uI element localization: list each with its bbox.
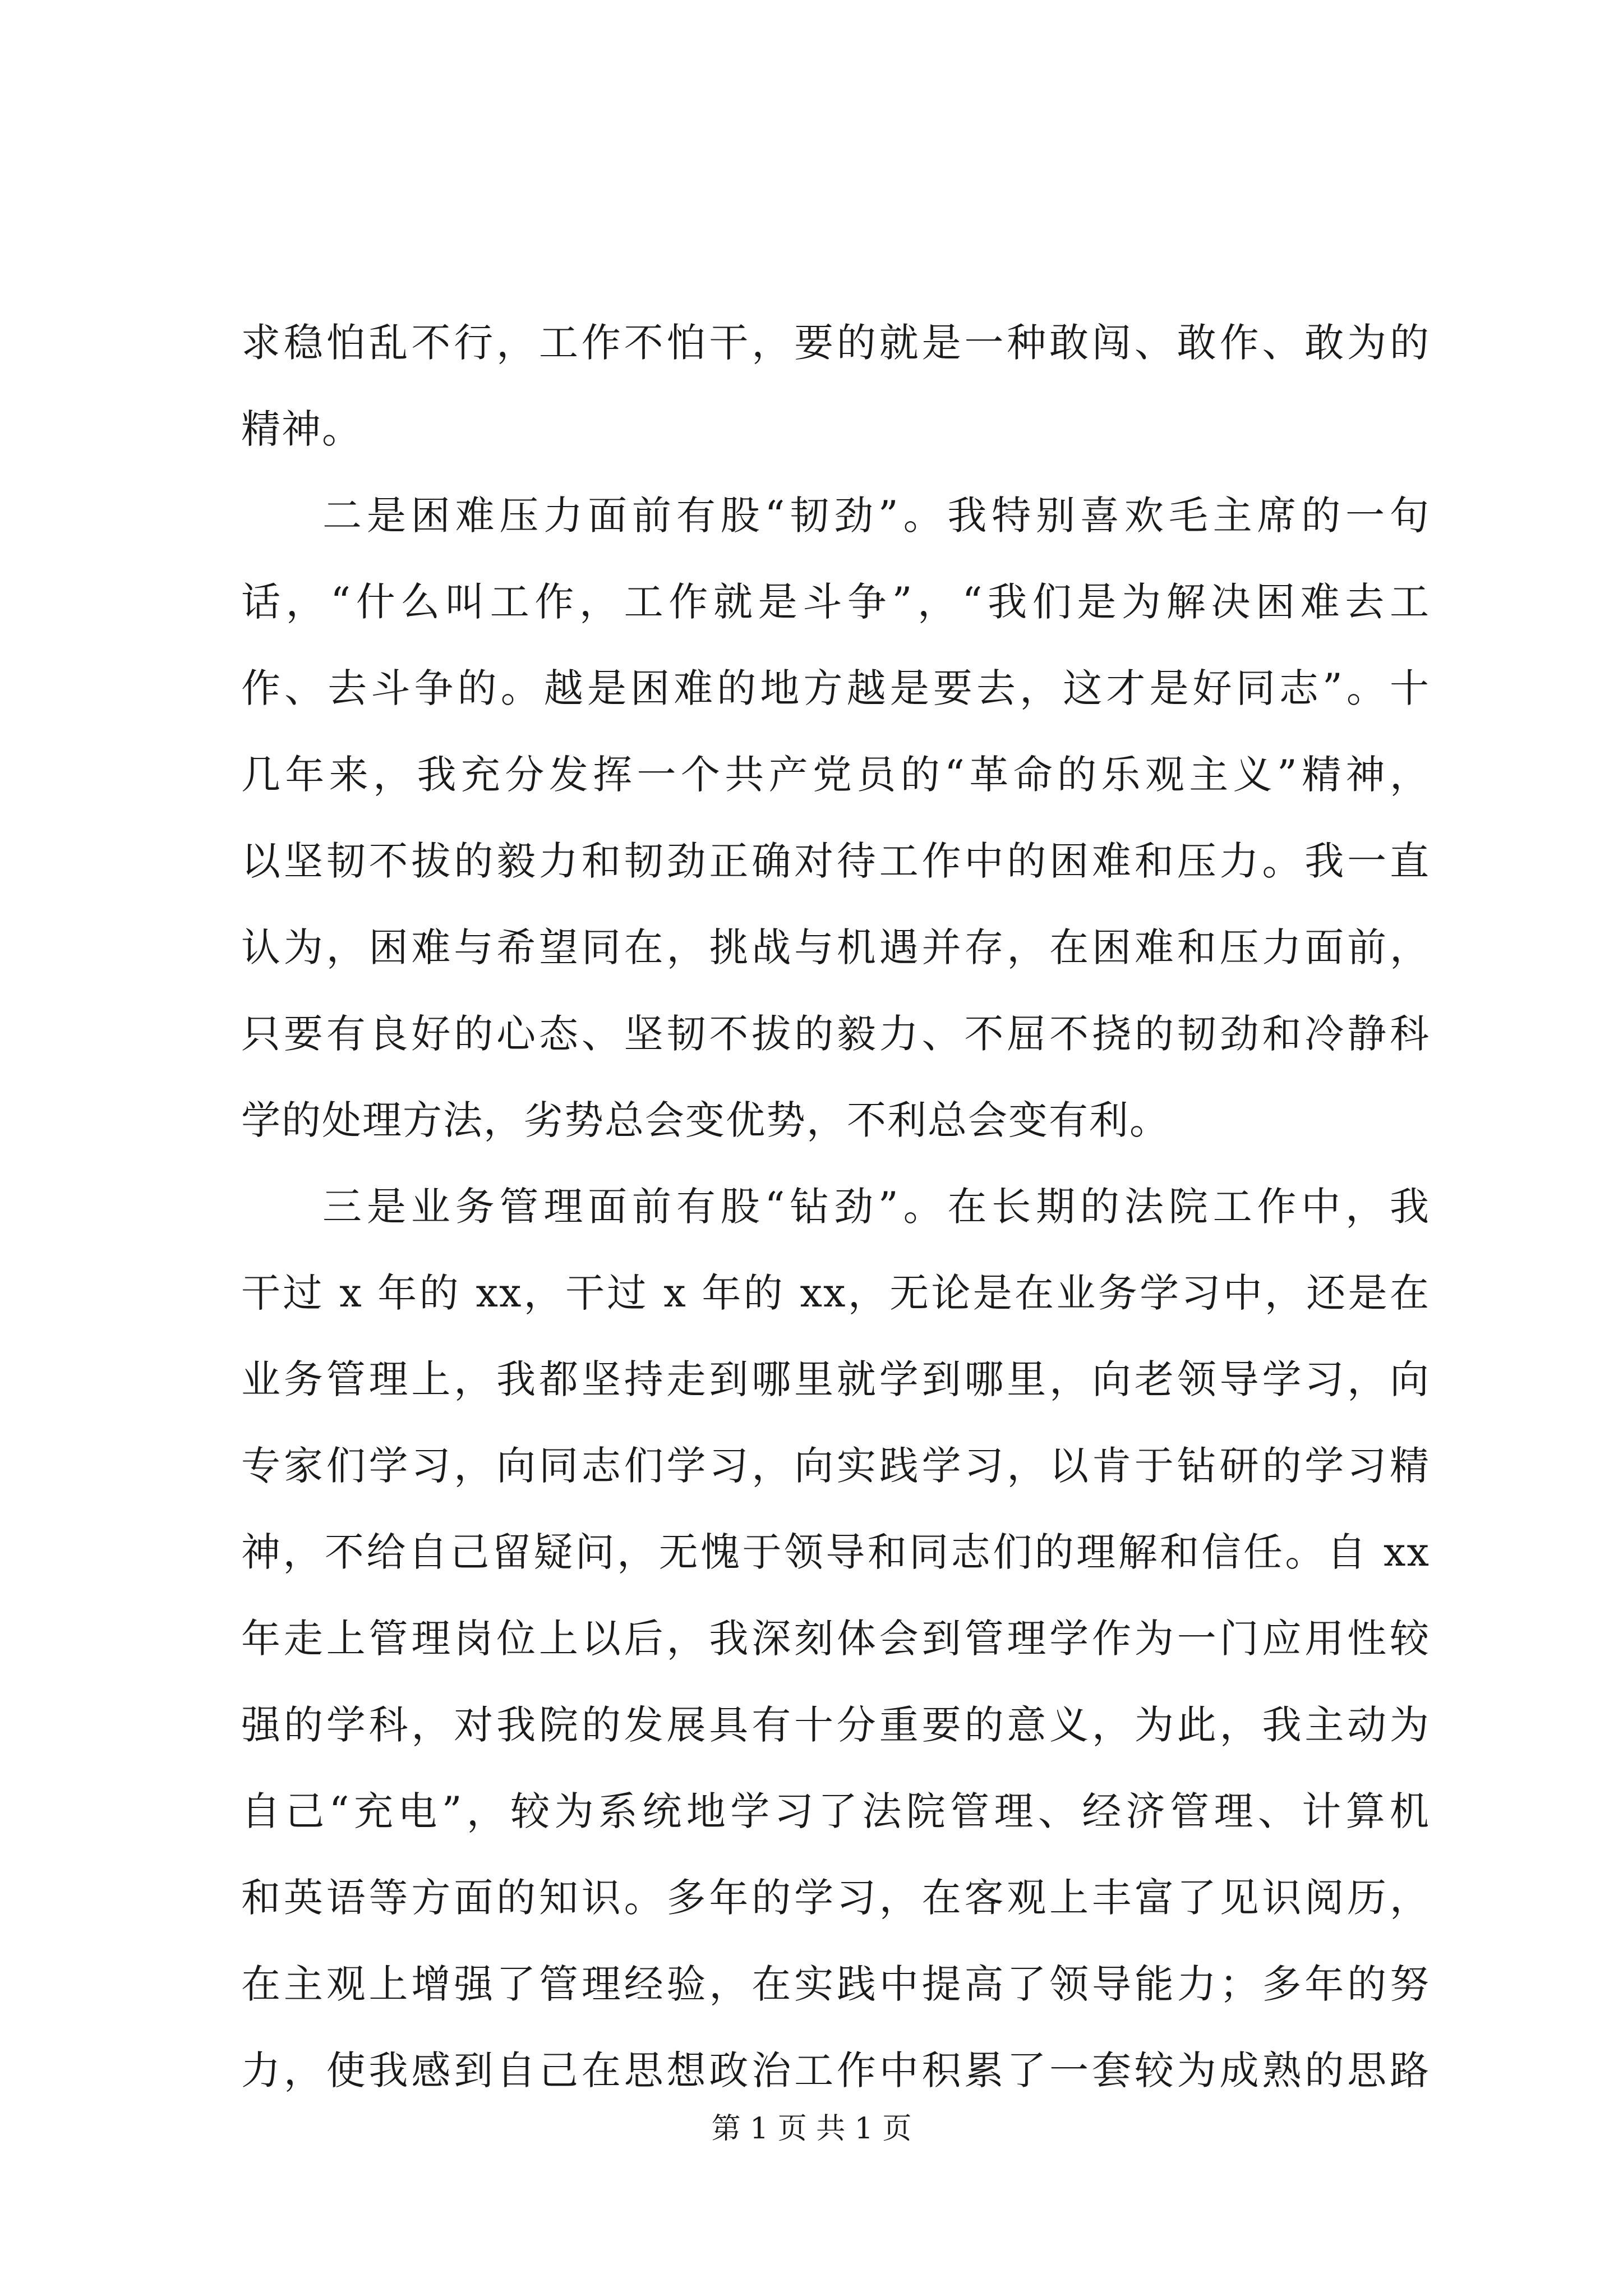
text-line: 神，不给自己留疑问，无愧于领导和同志们的理解和信任。自 xx bbox=[241, 1529, 1430, 1575]
text-line: 强的学科，对我院的发展具有十分重要的意义，为此，我主动为 bbox=[241, 1702, 1430, 1748]
text-line: 只要有良好的心态、坚韧不拔的毅力、不屈不挠的韧劲和冷静科 bbox=[241, 1011, 1430, 1057]
page-footer: 第 1 页 共 1 页 bbox=[711, 2112, 912, 2146]
text-line: 自己“充电”，较为系统地学习了法院管理、经济管理、计算机 bbox=[241, 1788, 1430, 1834]
text-line: 几年来，我充分发挥一个共产党员的“革命的乐观主义”精神， bbox=[241, 752, 1430, 798]
text-line: 力，使我感到自己在思想政治工作中积累了一套较为成熟的思路 bbox=[241, 2047, 1430, 2093]
text-line: 业务管理上，我都坚持走到哪里就学到哪里，向老领导学习，向 bbox=[241, 1356, 1430, 1402]
text-line: 认为，困难与希望同在，挑战与机遇并存，在困难和压力面前， bbox=[241, 924, 1430, 970]
text-line: 干过 x 年的 xx，干过 x 年的 xx，无论是在业务学习中，还是在 bbox=[241, 1270, 1430, 1316]
text-line: 精神。 bbox=[241, 406, 362, 452]
text-line: 作、去斗争的。越是困难的地方越是要去，这才是好同志”。十 bbox=[241, 665, 1430, 711]
text-line: 求稳怕乱不行，工作不怕干，要的就是一种敢闯、敢作、敢为的 bbox=[241, 320, 1430, 366]
text-line: 专家们学习，向同志们学习，向实践学习，以肯于钻研的学习精 bbox=[241, 1443, 1430, 1489]
text-line: 话，“什么叫工作，工作就是斗争”，“我们是为解决困难去工 bbox=[241, 579, 1430, 625]
body-text bbox=[241, 300, 1430, 2114]
text-line: 年走上管理岗位上以后，我深刻体会到管理学作为一门应用性较 bbox=[241, 1616, 1430, 1662]
text-line: 以坚韧不拔的毅力和韧劲正确对待工作中的困难和压力。我一直 bbox=[241, 838, 1430, 884]
text-line: 学的处理方法，劣势总会变优势，不利总会变有利。 bbox=[241, 1097, 1170, 1143]
paragraph-first-line: 二是困难压力面前有股“韧劲”。我特别喜欢毛主席的一句 bbox=[322, 493, 1430, 539]
paragraph-first-line: 三是业务管理面前有股“钻劲”。在长期的法院工作中，我 bbox=[322, 1184, 1430, 1230]
text-line: 在主观上增强了管理经验，在实践中提高了领导能力；多年的努 bbox=[241, 1961, 1430, 2007]
text-line: 和英语等方面的知识。多年的学习，在客观上丰富了见识阅历， bbox=[241, 1875, 1430, 1921]
